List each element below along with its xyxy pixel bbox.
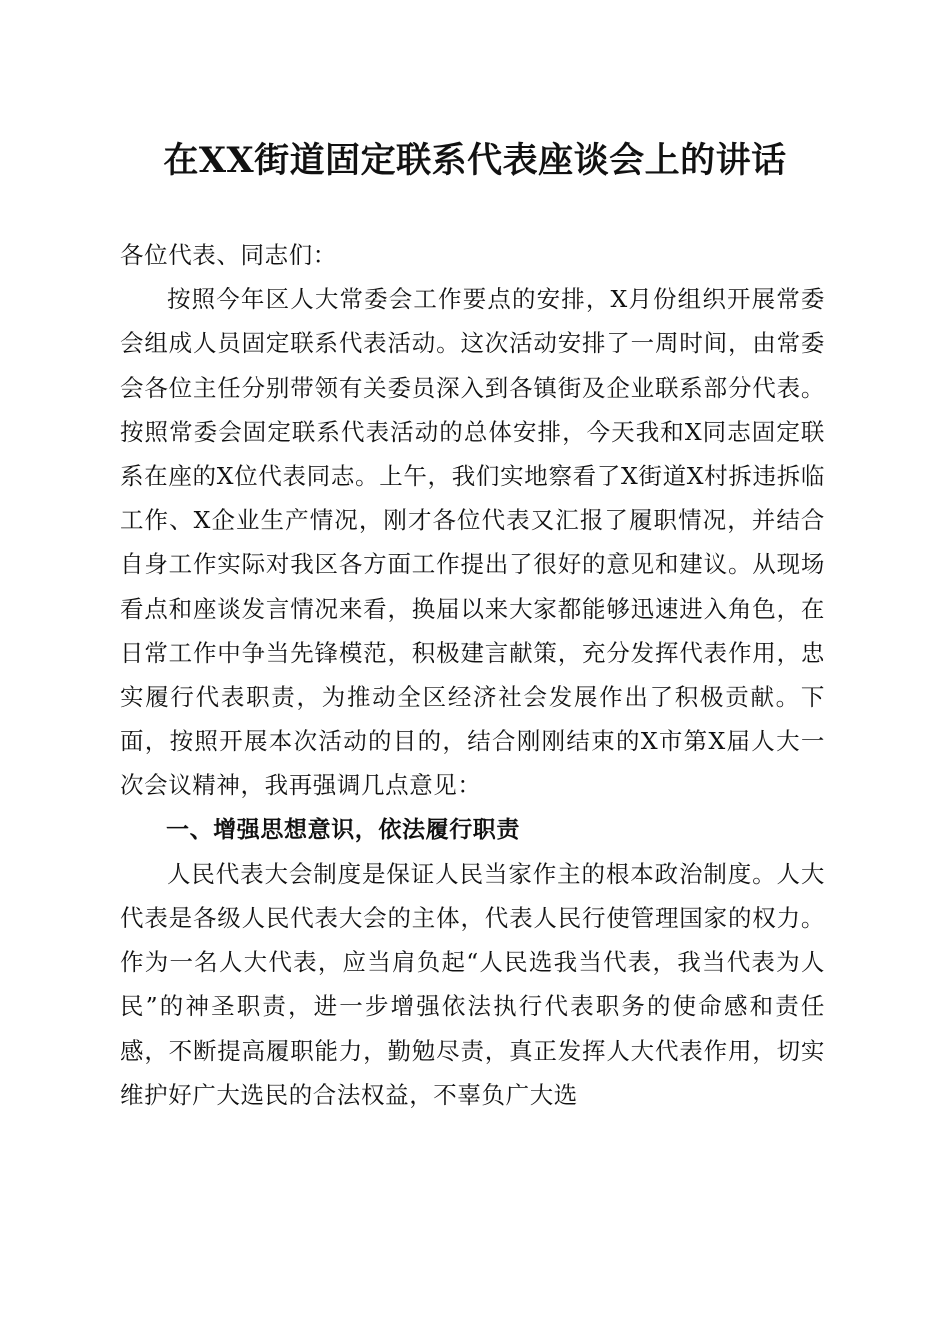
document-title: 在XX街道固定联系代表座谈会上的讲话 [163, 140, 787, 181]
document-body [120, 233, 825, 1117]
section-paragraph: 人民代表大会制度是保证人民当家作主的根本政治制度。人大代表是各级人民代表大会的主体，代表人民行使管理国家的权力。作为一名人大代表，应当肩负起“人民选我当代表，我当代表为人民”的神圣职责，进一步增强依法执行代表职务的使命感和责任感，不断提高履职能力，勤勉尽责，真正发挥人大代表作用，切实维护好广大选民的合法权益，不辜负广大选 [120, 859, 825, 1109]
intro-paragraph: 按照今年区人大常委会工作要点的安排，X月份组织开展常委会组成人员固定联系代表活动。这次活动安排了一周时间，由常委会各位主任分别带领有关委员深入到各镇街及企业联系部分代表。按照常委会固定联系代表活动的总体安排，今天我和X同志固定联系在座的X位代表同志。上午，我们实地察看了X街道X村拆违拆临工作、X企业生产情况，刚才各位代表又汇报了履职情况，并结合自身工作实际对我区各方面工作提出了很好的意见和建议。从现场看点和座谈发言情况来看，换届以来大家都能够迅速进入角色，在日常工作中争当先锋模范，积极建言献策，充分发挥代表作用，忠实履行代表职责，为推动全区经济社会发展作出了积极贡献。下面，按照开展本次活动的目的，结合刚刚结束的X市第X届人大一次会议精神，我再强调几点意见： [120, 285, 825, 800]
salutation: 各位代表、同志们： [120, 241, 337, 269]
section-heading: 一、增强思想意识，依法履行职责 [166, 816, 520, 843]
